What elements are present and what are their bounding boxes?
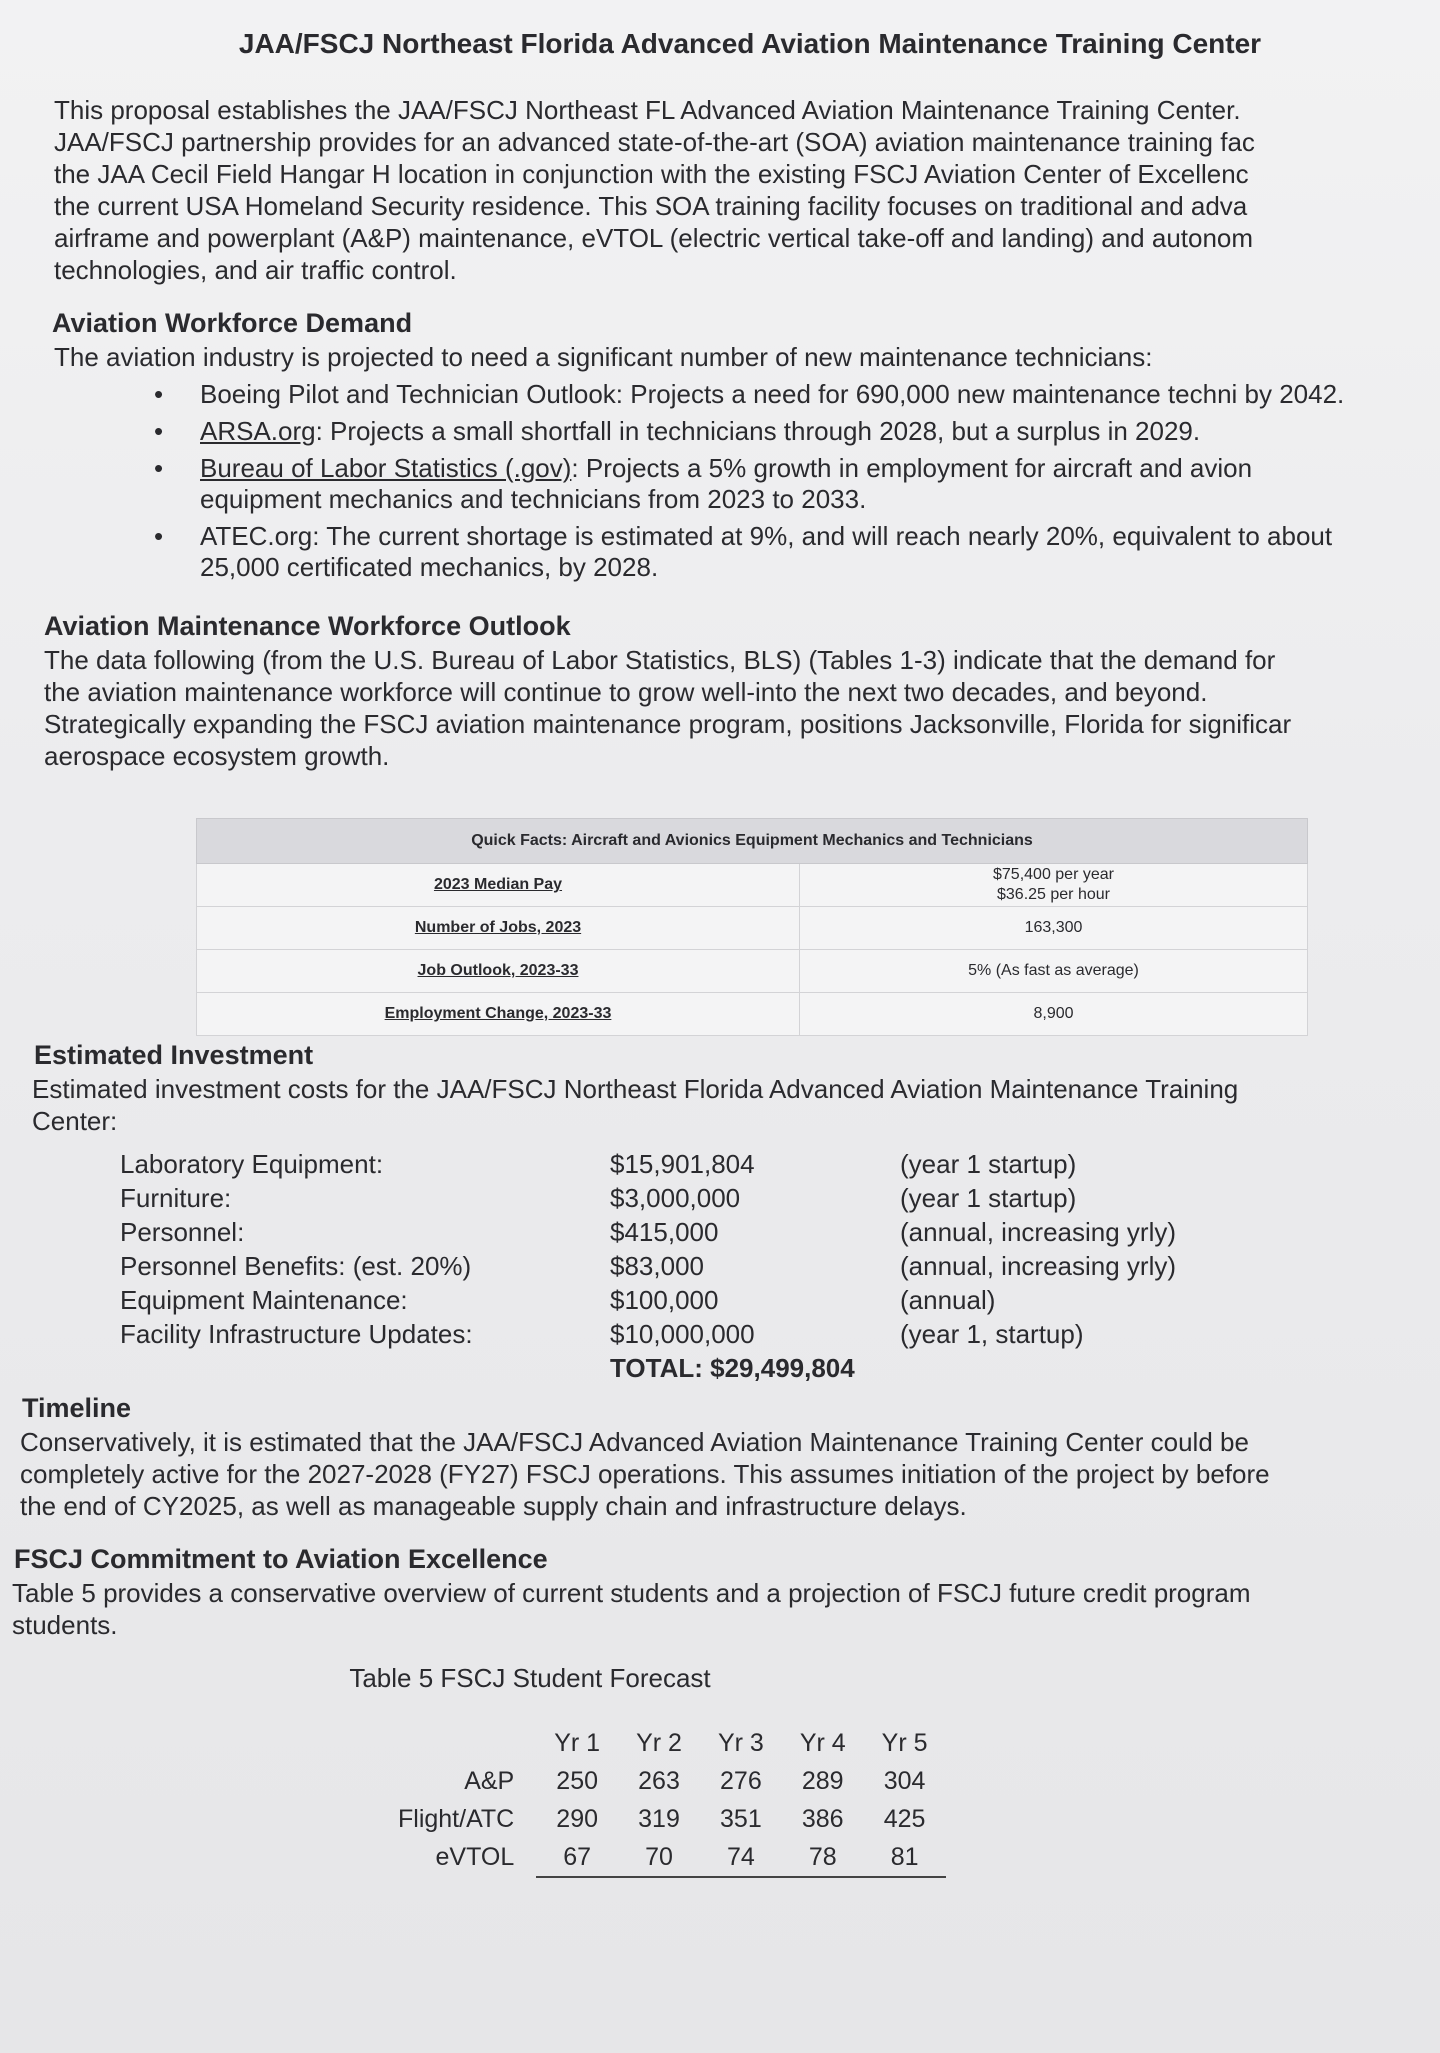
commitment-heading: FSCJ Commitment to Aviation Excellence (14, 1544, 548, 1574)
intro-line: JAA/FSCJ partnership provides for an advanced state-of-the-art (SOA) aviation maintenance training fac (54, 127, 1255, 157)
source-link[interactable]: ARSA.org (200, 416, 316, 446)
list-item: Personnel: $415,000 (annual, increasing yrly) (120, 1217, 1177, 1247)
investment-total: TOTAL: $29,499,804 (610, 1353, 855, 1383)
workforce-demand-heading: Aviation Workforce Demand (52, 308, 413, 338)
table-cell: 304 (883, 1766, 926, 1795)
table-cell: 70 (618, 1838, 700, 1877)
column-header: Yr 3 (717, 1728, 764, 1757)
table-row (380, 1800, 946, 1838)
table-row (197, 864, 1308, 907)
table-row (197, 950, 1308, 993)
intro-line: technologies, and air traffic control. (54, 255, 457, 285)
table-cell: 8,900 (800, 993, 1308, 1036)
row-header: A&P (464, 1766, 515, 1795)
table-cell: 81 (864, 1838, 946, 1877)
table-cell: 5% (As fast as average) (800, 950, 1308, 993)
timeline-heading: Timeline (22, 1393, 132, 1423)
intro-line: the JAA Cecil Field Hangar H location in conjunction with the existing FSCJ Aviation Center of Excellenc (54, 159, 1249, 189)
row-header: eVTOL (435, 1843, 515, 1871)
outlook-line: Strategically expanding the FSCJ aviation maintenance program, positions Jacksonville, Florida for significar (44, 709, 1292, 739)
table-cell: 67 (536, 1838, 618, 1877)
intro-line: This proposal establishes the JAA/FSCJ Northeast FL Advanced Aviation Maintenance Training Center. (54, 95, 1241, 125)
list-item: Laboratory Equipment: $15,901,804 (year 1 startup) (120, 1149, 1077, 1179)
table-cell: 78 (782, 1838, 864, 1877)
table-cell[interactable]: Job Outlook, 2023-33 (197, 950, 800, 993)
table-cell[interactable]: Employment Change, 2023-33 (197, 993, 800, 1036)
list-item: Equipment Maintenance: $100,000 (annual) (120, 1285, 996, 1315)
table-row (197, 993, 1308, 1036)
table-row (380, 1838, 946, 1877)
table-cell[interactable]: Number of Jobs, 2023 (197, 907, 800, 950)
source-link[interactable]: Bureau of Labor Statistics (.gov) (200, 453, 572, 483)
outlook-heading: Aviation Maintenance Workforce Outlook (44, 611, 571, 641)
investment-lead: Estimated investment costs for the JAA/FSCJ Northeast Florida Advanced Aviation Maintenance Training (32, 1074, 1239, 1104)
commitment-line: students. (12, 1610, 118, 1640)
table-cell: 163,300 (800, 907, 1308, 950)
column-header: Yr 5 (881, 1728, 928, 1757)
table-cell: $75,400 per year $36.25 per hour (800, 864, 1308, 907)
list-item: Facility Infrastructure Updates: $10,000,000 (year 1, startup) (120, 1319, 1084, 1349)
intro-line: airframe and powerplant (A&P) maintenance, eVTOL (electric vertical take-off and landing) and autonom (54, 223, 1254, 253)
investment-heading: Estimated Investment (34, 1040, 314, 1070)
list-item: • ARSA.org: Projects a small shortfall in technicians through 2028, but a surplus in 2029. (200, 416, 1380, 447)
table-cell: 250 (556, 1766, 599, 1795)
timeline-paragraph (0, 1426, 1440, 1522)
investment-lead: Center: (32, 1106, 118, 1136)
outlook-line: the aviation maintenance workforce will continue to grow well-into the next two decades, and beyond. (44, 677, 1208, 707)
investment-list (120, 1147, 1440, 1385)
timeline-line: Conservatively, it is estimated that the JAA/FSCJ Advanced Aviation Maintenance Training Center could be (20, 1427, 1249, 1457)
list-item: Furniture: $3,000,000 (year 1 startup) (120, 1183, 1077, 1213)
table-cell: 425 (883, 1804, 926, 1833)
table-header-row (380, 1724, 946, 1762)
table-row (197, 907, 1308, 950)
table-cell: 351 (720, 1804, 762, 1833)
outlook-paragraph (0, 644, 1440, 772)
table-cell: 276 (720, 1766, 762, 1795)
column-header: Yr 2 (636, 1728, 682, 1757)
outlook-line: The data following (from the U.S. Bureau of Labor Statistics, BLS) (Tables 1-3) indicate that the demand for (44, 645, 1276, 675)
quick-facts-header: Quick Facts: Aircraft and Avionics Equipment Mechanics and Technicians (197, 819, 1308, 864)
commitment-paragraph (0, 1577, 1440, 1641)
table-cell: 290 (556, 1804, 599, 1833)
table-cell: 386 (801, 1804, 844, 1833)
document-title: JAA/FSCJ Northeast Florida Advanced Aviation Maintenance Training Center (238, 28, 1262, 59)
table-row (380, 1762, 946, 1800)
commitment-line: Table 5 provides a conservative overview of current students and a projection of FSCJ future credit program (12, 1578, 1251, 1608)
table-cell: 263 (638, 1766, 680, 1795)
workforce-demand-lead: The aviation industry is projected to need a significant number of new maintenance technicians: (54, 342, 1153, 372)
list-item: • Boeing Pilot and Technician Outlook: Projects a need for 690,000 new maintenance techni by 2042. (200, 379, 1380, 410)
intro-line: the current USA Homeland Security residence. This SOA training facility focuses on traditional and adva (54, 191, 1248, 221)
table-cell: 289 (801, 1766, 844, 1795)
workforce-demand-list (0, 379, 1380, 583)
table-cell[interactable]: 2023 Median Pay (197, 864, 800, 907)
table-cell: 74 (700, 1838, 782, 1877)
table-cell: 319 (638, 1804, 680, 1833)
timeline-line: completely active for the 2027-2028 (FY27) FSCJ operations. This assumes initiation of the project by before (20, 1459, 1270, 1489)
column-header: Yr 4 (799, 1728, 846, 1757)
list-item: • ATEC.org: The current shortage is estimated at 9%, and will reach nearly 20%, equivalent to about 25,000 certificated mechanics, by 2028. (200, 521, 1380, 583)
quick-facts-table (196, 818, 1308, 1036)
column-header: Yr 1 (554, 1728, 601, 1757)
forecast-title: Table 5 FSCJ Student Forecast (349, 1663, 711, 1693)
intro-paragraph (0, 94, 1440, 286)
forecast-table (380, 1724, 946, 1878)
outlook-line: aerospace ecosystem growth. (44, 741, 390, 771)
row-header: Flight/ATC (398, 1804, 515, 1833)
list-item: • Bureau of Labor Statistics (.gov): Projects a 5% growth in employment for aircraft and avion equipment mechanics and technicians from 2023 to 2033. (200, 453, 1380, 515)
list-item: Personnel Benefits: (est. 20%) $83,000 (annual, increasing yrly) (120, 1251, 1177, 1281)
timeline-line: the end of CY2025, as well as manageable supply chain and infrastructure delays. (20, 1491, 967, 1521)
